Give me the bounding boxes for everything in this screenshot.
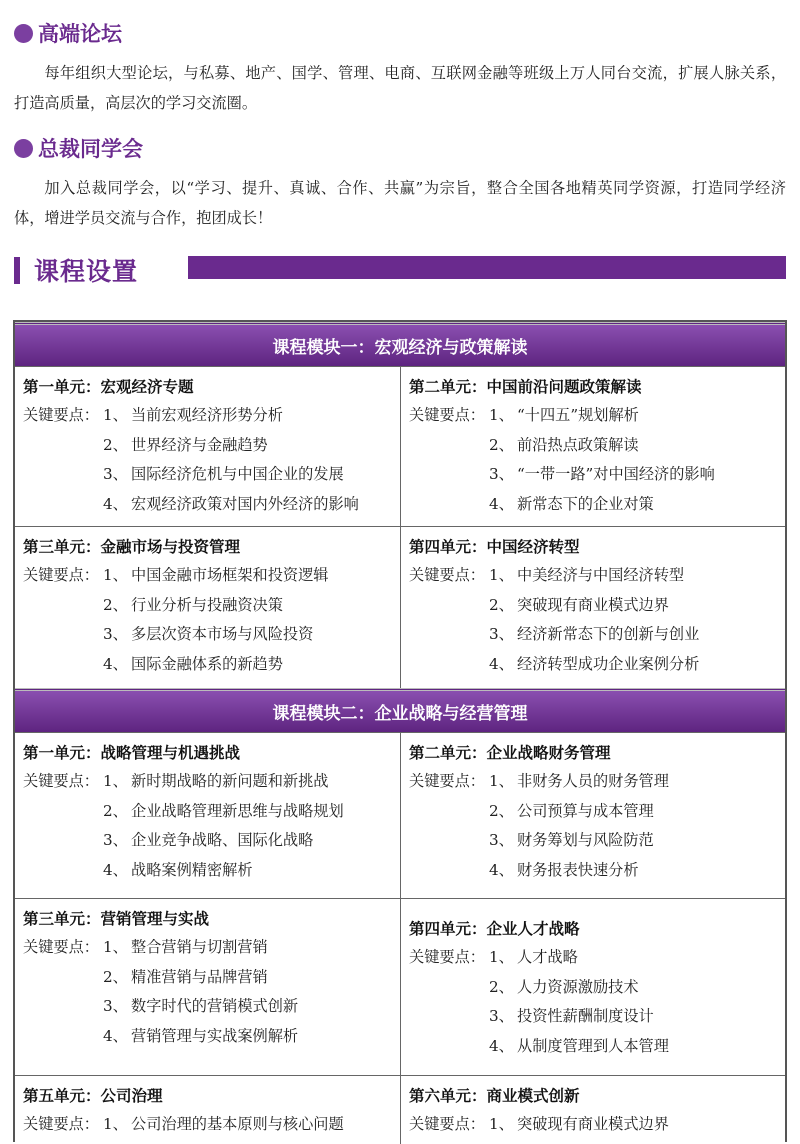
forum-text: 每年组织大型论坛，与私募、地产、国学、管理、电商、互联网金融等班级上万人同台交流，扩展人脉关系，打造高质量，高层次的学习交流圈。 bbox=[14, 64, 786, 112]
point-number: 2、 bbox=[489, 595, 514, 614]
key-point bbox=[23, 933, 400, 963]
point-text: 宏观经济政策对国内外经济的影响 bbox=[131, 494, 359, 513]
point-number: 4、 bbox=[103, 494, 128, 513]
unit-title: 第一单元：宏观经济专题 bbox=[23, 378, 194, 396]
key-point bbox=[409, 561, 785, 591]
alumni-text: 加入总裁同学会，以“学习、提升、真诚、合作、共赢”为宗旨，整合全国各地精英同学资源，打造同学经济体，增进学员交流与合作，抱团成长！ bbox=[14, 179, 786, 227]
key-point bbox=[409, 1110, 785, 1140]
unit-cell bbox=[400, 732, 785, 898]
point-text: 人才战略 bbox=[517, 948, 578, 966]
key-point bbox=[409, 943, 785, 973]
point-text: 非财务人员的财务管理 bbox=[517, 772, 669, 790]
point-text: 经济新常态下的创新与创业 bbox=[517, 625, 700, 643]
bullet-dot-icon bbox=[14, 24, 33, 43]
point-number: 2、 bbox=[103, 435, 128, 454]
unit-cell bbox=[15, 898, 400, 1075]
key-point bbox=[23, 650, 400, 680]
key-point bbox=[23, 963, 400, 993]
point-number: 1、 bbox=[489, 772, 514, 790]
point-number: 3、 bbox=[489, 1007, 514, 1025]
unit-title: 第四单元：中国经济转型 bbox=[409, 538, 580, 556]
point-number: 3、 bbox=[489, 625, 514, 643]
key-point bbox=[409, 620, 785, 650]
point-number: 2、 bbox=[489, 977, 514, 996]
bullet-dot-icon bbox=[14, 139, 33, 158]
key-point bbox=[409, 401, 785, 431]
unit-cell bbox=[15, 732, 400, 898]
point-number: 3、 bbox=[489, 465, 514, 483]
point-number: 4、 bbox=[489, 494, 514, 513]
key-label: 关键要点： bbox=[409, 772, 485, 790]
point-text: 企业竞争战略、国际化战略 bbox=[131, 831, 314, 849]
unit-title: 第四单元：企业人才战略 bbox=[409, 920, 580, 938]
point-number: 3、 bbox=[103, 465, 128, 483]
key-point bbox=[23, 431, 400, 461]
key-point bbox=[409, 856, 785, 886]
key-point bbox=[409, 1002, 785, 1032]
point-number: 1、 bbox=[103, 938, 128, 956]
alumni-title: 总裁同学会 bbox=[38, 137, 143, 161]
unit-cell bbox=[15, 526, 400, 688]
point-number: 3、 bbox=[103, 831, 128, 849]
point-text: 财务筹划与风险防范 bbox=[517, 831, 654, 849]
point-number: 3、 bbox=[103, 625, 128, 643]
forum-heading bbox=[14, 18, 122, 48]
module-header bbox=[15, 688, 785, 732]
point-text: 营销管理与实战案例解析 bbox=[131, 1026, 299, 1045]
point-text: 中国金融市场框架和投资逻辑 bbox=[131, 566, 329, 584]
point-number: 1、 bbox=[103, 1115, 128, 1133]
key-point bbox=[23, 401, 400, 431]
module-title: 课程模块二：企业战略与经营管理 bbox=[272, 704, 528, 724]
point-text: 整合营销与切割营销 bbox=[131, 938, 268, 956]
key-label: 关键要点： bbox=[23, 406, 99, 424]
key-point bbox=[23, 797, 400, 827]
unit-title: 第六单元：商业模式创新 bbox=[409, 1087, 580, 1105]
point-text: 国际经济危机与中国企业的发展 bbox=[131, 465, 344, 483]
point-text: “十四五”规划解析 bbox=[517, 406, 639, 424]
point-number: 2、 bbox=[103, 967, 128, 986]
key-point bbox=[409, 650, 785, 680]
key-label: 关键要点： bbox=[23, 1115, 99, 1133]
point-text: 国际金融体系的新趋势 bbox=[131, 654, 283, 673]
point-number: 1、 bbox=[103, 566, 128, 584]
point-text: 新时期战略的新问题和新挑战 bbox=[131, 772, 329, 790]
point-number: 1、 bbox=[489, 948, 514, 966]
point-text: 中美经济与中国经济转型 bbox=[517, 566, 685, 584]
point-number: 1、 bbox=[489, 406, 514, 424]
point-number: 4、 bbox=[489, 654, 514, 673]
key-label: 关键要点： bbox=[23, 566, 99, 584]
point-number: 2、 bbox=[103, 801, 128, 820]
key-point bbox=[23, 490, 400, 520]
unit-title: 第二单元：企业战略财务管理 bbox=[409, 744, 611, 762]
unit-cell bbox=[400, 898, 785, 1075]
point-number: 1、 bbox=[489, 566, 514, 584]
key-label: 关键要点： bbox=[23, 772, 99, 790]
point-number: 3、 bbox=[103, 997, 128, 1015]
point-text: 突破现有商业模式边界 bbox=[517, 1115, 669, 1133]
key-point bbox=[409, 460, 785, 490]
key-label: 关键要点： bbox=[409, 1115, 485, 1133]
point-number: 1、 bbox=[489, 1115, 514, 1133]
key-point bbox=[23, 767, 400, 797]
key-point bbox=[23, 992, 400, 1022]
point-number: 4、 bbox=[489, 860, 514, 879]
point-text: 公司预算与成本管理 bbox=[517, 801, 654, 820]
key-point bbox=[409, 431, 785, 461]
point-text: 投资性薪酬制度设计 bbox=[517, 1007, 654, 1025]
point-text: 人力资源激励技术 bbox=[517, 977, 639, 996]
unit-cell bbox=[15, 1075, 400, 1144]
point-text: 数字时代的营销模式创新 bbox=[131, 997, 299, 1015]
key-label: 关键要点： bbox=[409, 566, 485, 584]
point-number: 4、 bbox=[103, 1026, 128, 1045]
point-text: “一带一路”对中国经济的影响 bbox=[517, 465, 715, 483]
point-number: 2、 bbox=[489, 435, 514, 454]
point-text: 新常态下的企业对策 bbox=[517, 494, 654, 513]
module-title: 课程模块一：宏观经济与政策解读 bbox=[272, 338, 528, 358]
key-point bbox=[23, 591, 400, 621]
unit-cell bbox=[400, 1075, 785, 1144]
point-text: 前沿热点政策解读 bbox=[517, 435, 639, 454]
course-grid bbox=[13, 320, 787, 1142]
key-label: 关键要点： bbox=[23, 938, 99, 956]
point-text: 多层次资本市场与风险投资 bbox=[131, 625, 314, 643]
key-point bbox=[409, 490, 785, 520]
unit-cell bbox=[15, 366, 400, 526]
point-text: 公司治理的基本原则与核心问题 bbox=[131, 1115, 344, 1133]
key-point bbox=[409, 1032, 785, 1062]
title-underline-bar bbox=[188, 256, 786, 279]
point-text: 世界经济与金融趋势 bbox=[131, 435, 268, 454]
module-header bbox=[15, 322, 785, 366]
key-point bbox=[409, 973, 785, 1003]
point-text: 企业战略管理新思维与战略规划 bbox=[131, 801, 344, 820]
unit-title: 第三单元：金融市场与投资管理 bbox=[23, 538, 241, 556]
key-point bbox=[23, 620, 400, 650]
point-number: 3、 bbox=[489, 831, 514, 849]
point-text: 突破现有商业模式边界 bbox=[517, 595, 669, 614]
alumni-heading bbox=[14, 133, 143, 163]
key-point bbox=[23, 1110, 400, 1140]
unit-cell bbox=[400, 366, 785, 526]
point-number: 2、 bbox=[489, 801, 514, 820]
key-point bbox=[409, 767, 785, 797]
unit-title: 第一单元：战略管理与机遇挑战 bbox=[23, 744, 241, 762]
key-label: 关键要点： bbox=[409, 406, 485, 424]
unit-title: 第二单元：中国前沿问题政策解读 bbox=[409, 378, 642, 396]
unit-title: 第五单元：公司治理 bbox=[23, 1087, 163, 1105]
key-point bbox=[23, 561, 400, 591]
unit-title: 第三单元：营销管理与实战 bbox=[23, 910, 210, 928]
key-point bbox=[23, 826, 400, 856]
key-point bbox=[409, 591, 785, 621]
point-text: 行业分析与投融资决策 bbox=[131, 595, 283, 614]
forum-title: 高端论坛 bbox=[38, 22, 122, 46]
point-number: 1、 bbox=[103, 406, 128, 424]
point-number: 1、 bbox=[103, 772, 128, 790]
point-text: 从制度管理到人本管理 bbox=[517, 1036, 669, 1055]
point-text: 当前宏观经济形势分析 bbox=[131, 406, 283, 424]
key-point bbox=[23, 460, 400, 490]
point-number: 2、 bbox=[103, 595, 128, 614]
key-point bbox=[409, 826, 785, 856]
key-point bbox=[23, 856, 400, 886]
title-bar-icon bbox=[14, 257, 20, 284]
key-label: 关键要点： bbox=[409, 948, 485, 966]
key-point bbox=[23, 1022, 400, 1052]
course-section-title: 课程设置 bbox=[34, 257, 139, 286]
point-text: 精准营销与品牌营销 bbox=[131, 967, 268, 986]
unit-cell bbox=[400, 526, 785, 688]
point-number: 4、 bbox=[489, 1036, 514, 1055]
point-number: 4、 bbox=[103, 654, 128, 673]
point-text: 经济转型成功企业案例分析 bbox=[517, 654, 700, 673]
course-section-heading bbox=[14, 252, 138, 288]
point-text: 战略案例精密解析 bbox=[131, 860, 253, 879]
point-text: 财务报表快速分析 bbox=[517, 860, 639, 879]
key-point bbox=[409, 797, 785, 827]
point-number: 4、 bbox=[103, 860, 128, 879]
